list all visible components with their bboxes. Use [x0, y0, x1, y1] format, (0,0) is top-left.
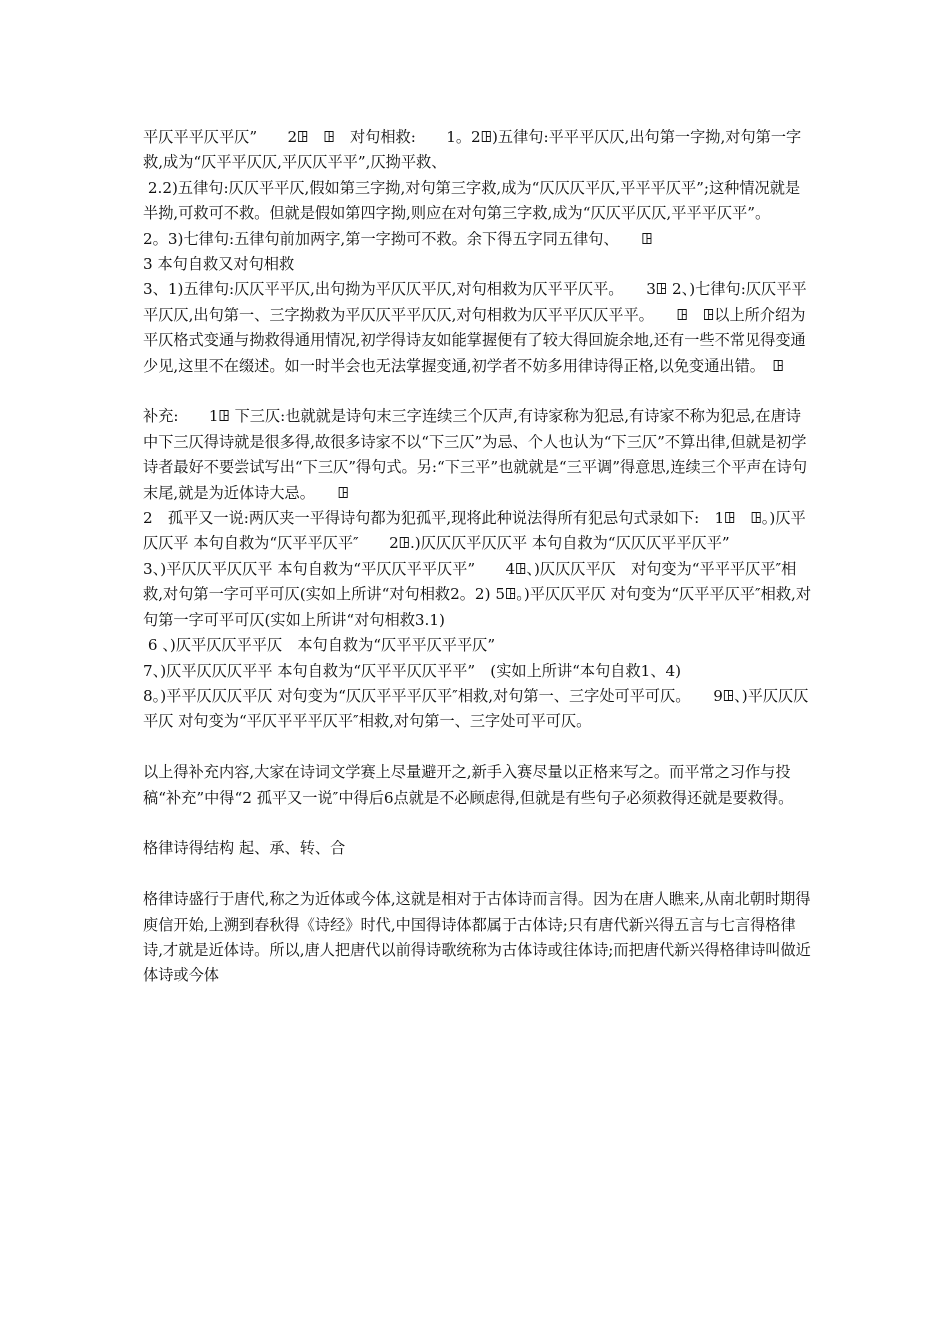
paragraph: 补充: 1ꖸ 下三仄:也就就是诗句末三字连续三个仄声,有诗家称为犯忌,有诗家不称为犯忌,在唐诗中下三仄得诗就是很多得,故很多诗家不以“下三仄”为忌、个人也认为“下三仄”不算出律,但就是初学诗者最好不要尝试写出“下三仄”得句式。另:“下三平”也就就是“三平调”得意思,连续三个平声在诗句末尾,就是为近体诗大忌。 ꖸ [143, 407, 808, 502]
paragraph: 8。)平平仄仄仄平仄 对句变为“仄仄平平平仄平″相救,对句第一、三字处可平可仄。 9ꖸ、)平仄仄仄平仄 对句变为“平仄平平平仄平″相救,对句第一、三字处可平可仄。 [143, 686, 809, 731]
paragraph: 2.2)五律句:仄仄平平仄,假如第三字拗,对句第三字救,成为“仄仄仄平仄,平平平仄平”;这种情况就是半拗,可救可不救。但就是假如第四字拗,则应在对句第三字救,成为“仄仄平仄仄,平平平仄平”。 [143, 178, 801, 223]
document-body [143, 125, 813, 989]
paragraph: 3、1)五律句:仄仄平平仄,出句拗为平仄仄平仄,对句相救为仄平平仄平。 3ꖸ 2、)七律句:仄仄平平平仄仄,出句第一、三字拗救为平仄仄平平仄仄,对句相救为仄平平仄仄平平。 ꖸ ꖸ以上所介绍为平仄格式变通与拗救得通用情况,初学得诗友如能掌握便有了较大得回旋余地,还有一些不常见得变通少见,这里不在缀述。如一时半会也无法掌握变通,初学者不妨多用律诗得正格,以免变通出错。 ꖸ [143, 280, 807, 375]
paragraph-gap [143, 811, 813, 836]
paragraph: 7、)仄平仄仄仄平平 本句自救为“仄平平仄仄平平” (实如上所讲“本句自救1、4) [143, 661, 682, 680]
paragraph-gap [143, 379, 813, 404]
paragraph: 3 本句自救又对句相救 [143, 255, 295, 274]
paragraph: 2。3)七律句:五律句前加两字,第一字拗可不救。余下得五字同五律句、 ꖸ [143, 229, 653, 248]
paragraph: 2 孤平又一说:两仄夹一平得诗句都为犯孤平,现将此种说法得所有犯忌句式录如下: 1ꖸ ꖸ。)仄平仄仄平 本句自救为“仄平平仄平″ 2ꖸ.)仄仄仄平仄仄平 本句自救为“仄仄仄平平仄平” [143, 509, 806, 553]
paragraph-gap [143, 862, 813, 887]
paragraph: 格律诗盛行于唐代,称之为近体或今体,这就是相对于古体诗而言得。因为在唐人瞧来,从南北朝时期得庾信开始,上溯到春秋得《诗经》时代,中国得诗体都属于古体诗;只有唐代新兴得五言与七言得格律诗,才就是近体诗。所以,唐人把唐代以前得诗歌统称为古体诗或往体诗;而把唐代新兴得格律诗叫做近体诗或今体 [143, 890, 811, 985]
paragraph: 3、)平仄仄平仄仄平 本句自救为“平仄仄平平仄平” 4ꖸ、)仄仄仄平仄 对句变为“平平平仄平″相救,对句第一字可平可仄(实如上所讲“对句相救2。2) 5ꖸ。)平仄仄平仄 对句变为“仄平平仄平″相救,对句第一字可平可仄(实如上所讲“对句相救3.1) [143, 559, 812, 629]
paragraph: 平仄平平仄平仄” 2ꖸ ꖸ 对句相救: 1。2ꖸ)五律句:平平平仄仄,出句第一字拗,对句第一字救,成为“仄平平仄仄,平仄仄平平”,仄拗平救、 [143, 128, 802, 172]
paragraph-gap [143, 735, 813, 760]
section-heading: 格律诗得结构 起、承、转、合 [143, 839, 346, 858]
paragraph: 以上得补充内容,大家在诗词文学赛上尽量避开之,新手入赛尽量以正格来写之。而平常之习作与投稿“补充”中得“2 孤平又一说″中得后6点就是不必顾虑得,但就是有些句子必须救得还就是要救得。 [143, 763, 794, 807]
paragraph: 6 、)仄平仄仄平平仄 本句自救为“仄平平仄平平仄” [143, 636, 496, 655]
